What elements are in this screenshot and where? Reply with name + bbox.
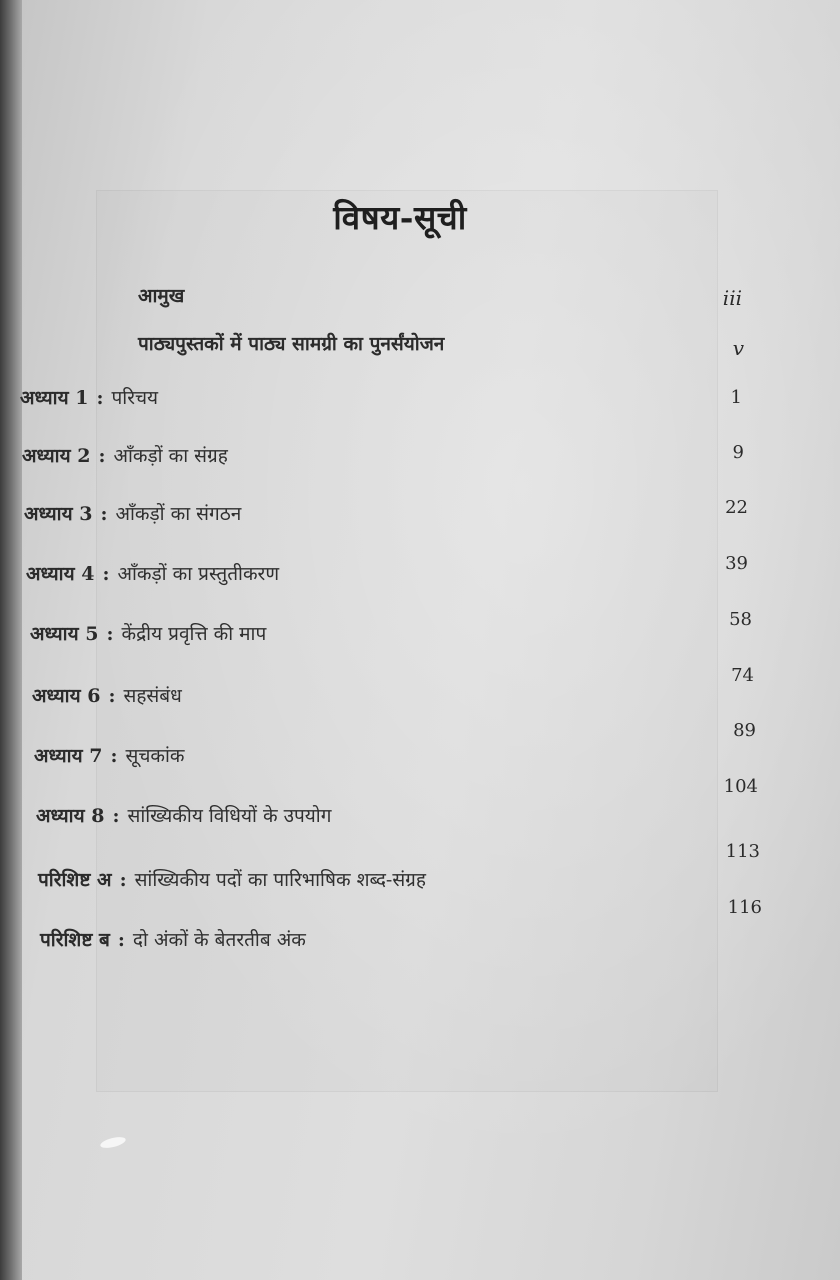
toc-page-chapter-3: 22 <box>725 497 748 518</box>
chapter-title: आँकड़ों का संगठन <box>115 503 242 525</box>
chapter-title: आँकड़ों का प्रस्तुतीकरण <box>117 563 280 585</box>
toc-entry-chapter-3: अध्याय 3 : आँकड़ों का संगठन <box>24 500 241 526</box>
chapter-prefix: अध्याय 6 <box>32 685 101 707</box>
toc-page-chapter-6: 74 <box>731 665 754 686</box>
toc-page-rationalisation: v <box>732 336 744 360</box>
chapter-prefix: अध्याय 8 <box>36 805 105 827</box>
toc-page-chapter-7: 89 <box>733 720 756 741</box>
toc-entry-foreword <box>138 282 184 308</box>
chapter-prefix: अध्याय 1 <box>20 387 89 409</box>
toc-page-chapter-2: 9 <box>732 442 744 463</box>
toc-entry-appendix-a: परिशिष्ट अ : सांख्यिकीय पदों का पारिभाषिक शब्द-संग्रह <box>38 866 426 892</box>
appendix-title: सांख्यिकीय पदों का पारिभाषिक शब्द-संग्रह <box>134 869 426 891</box>
chapter-title: सांख्यिकीय विधियों के उपयोग <box>127 805 332 827</box>
toc-page-chapter-1: 1 <box>730 387 742 408</box>
chapter-prefix: अध्याय 2 <box>22 445 91 467</box>
toc-page-chapter-8: 104 <box>723 776 758 797</box>
toc-entry-label: पाठ्यपुस्तकों में पाठ्य सामग्री का पुनर्संयोजन <box>138 333 445 355</box>
toc-entry-label: आमुख <box>138 285 185 307</box>
chapter-prefix: अध्याय 3 <box>24 503 93 525</box>
toc-entry-rationalisation <box>138 330 444 356</box>
toc-entry-chapter-5: अध्याय 5 : केंद्रीय प्रवृत्ति की माप <box>30 620 266 646</box>
appendix-prefix: परिशिष्ट अ <box>38 869 112 891</box>
chapter-title: परिचय <box>111 387 159 409</box>
chapter-prefix: अध्याय 5 <box>30 623 99 645</box>
toc-page-foreword: iii <box>722 286 742 310</box>
page-title: विषय-सूची <box>333 198 467 237</box>
chapter-title: आँकड़ों का संग्रह <box>113 445 228 467</box>
appendix-prefix: परिशिष्ट ब <box>40 929 110 951</box>
paper-speck <box>99 1135 126 1150</box>
toc-entry-chapter-4: अध्याय 4 : आँकड़ों का प्रस्तुतीकरण <box>26 560 279 586</box>
chapter-title: सूचकांक <box>125 745 185 767</box>
chapter-prefix: अध्याय 4 <box>26 563 95 585</box>
appendix-title: दो अंकों के बेतरतीब अंक <box>132 929 306 951</box>
toc-entry-chapter-6: अध्याय 6 : सहसंबंध <box>32 682 182 708</box>
toc-page-chapter-4: 39 <box>725 553 748 574</box>
toc-page-appendix-b: 116 <box>727 897 762 918</box>
toc-entry-chapter-2: अध्याय 2 : आँकड़ों का संग्रह <box>22 442 228 468</box>
toc-page-appendix-a: 113 <box>725 841 760 862</box>
chapter-title: सहसंबंध <box>123 685 182 707</box>
chapter-prefix: अध्याय 7 <box>34 745 103 767</box>
toc-entry-appendix-b: परिशिष्ट ब : दो अंकों के बेतरतीब अंक <box>40 926 306 952</box>
book-spine-shadow <box>0 0 22 1280</box>
toc-entry-chapter-1: अध्याय 1 : परिचय <box>20 384 158 410</box>
toc-entry-chapter-8: अध्याय 8 : सांख्यिकीय विधियों के उपयोग <box>36 802 331 828</box>
chapter-title: केंद्रीय प्रवृत्ति की माप <box>121 623 267 645</box>
toc-page-chapter-5: 58 <box>729 609 752 630</box>
toc-entry-chapter-7: अध्याय 7 : सूचकांक <box>34 742 185 768</box>
